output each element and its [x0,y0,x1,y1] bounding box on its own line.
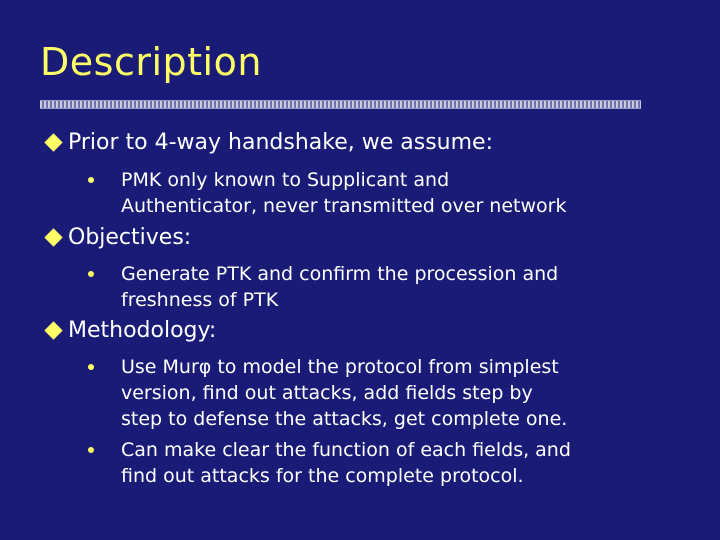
sub-bullet-line: freshness of PTK [121,289,279,311]
bullet-label: Prior to 4-way handshake, we assume: [68,130,493,155]
sub-bullet-clear-function [104,437,571,489]
sub-bullet-pmk [104,167,566,219]
sub-bullet-line: Generate PTK and confirm the procession and [121,263,559,285]
dot-bullet-icon [88,271,94,277]
dot-bullet-icon [88,364,94,370]
title-divider [40,101,641,108]
sub-bullet-line: step to defense the attacks, get complete one. [121,408,568,430]
dot-bullet-icon [88,177,94,183]
bullet-prior-assumption [44,130,493,155]
sub-bullet-line: Can make clear the function of each fields, and [121,439,571,461]
diamond-bullet-icon [44,133,62,151]
sub-bullet-line: Authenticator, never transmitted over network [121,195,567,217]
sub-bullet-line: PMK only known to Supplicant and [121,169,450,191]
bullet-label: Objectives: [68,225,192,250]
bullet-methodology [44,318,216,343]
dot-bullet-icon [88,447,94,453]
diamond-bullet-icon [44,228,62,246]
bullet-objectives [44,225,191,250]
sub-bullet-use-murphi [104,354,567,432]
slide-title: Description [40,40,262,84]
sub-bullet-generate-ptk [104,261,558,313]
sub-bullet-line: version, find out attacks, add fields step by [121,382,533,404]
diamond-bullet-icon [44,321,62,339]
sub-bullet-line: find out attacks for the complete protocol. [121,465,524,487]
bullet-label: Methodology: [68,318,217,343]
sub-bullet-line: Use Murφ to model the protocol from simplest [121,356,559,378]
